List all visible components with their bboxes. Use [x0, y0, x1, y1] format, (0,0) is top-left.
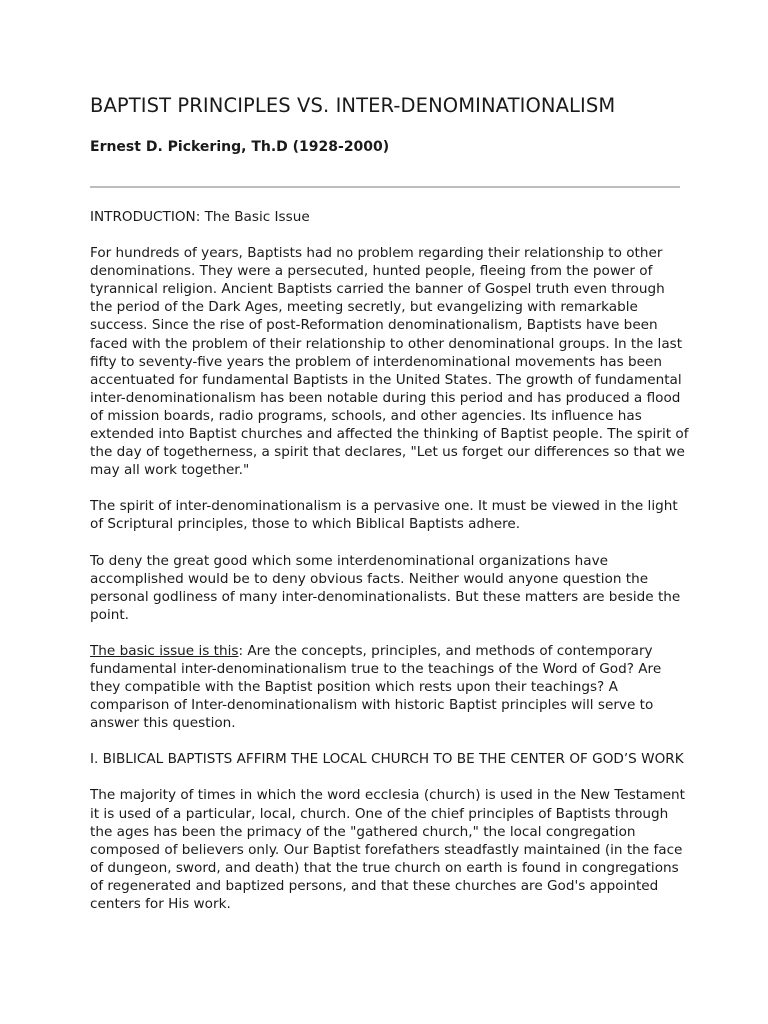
- section-paragraph: The majority of times in which the word ecclesia (church) is used in the New Testament it is used of a particular, local, church. One of the chief principles of Baptists through the ages has been the primacy of the "gathered church," the local congregation composed of believers only. Our Baptist forefathers steadfastly maintained (in the face of dungeon, sword, and death) that the true church on earth is found in congregations of regenerated and baptized persons, and that these churches are God's appointed centers for His work.: [90, 787, 685, 912]
- paragraph-3: To deny the great good which some interdenominational organizations have accomplished would be to deny obvious facts. Neither would anyone question the personal godliness of many inter-denominationalists. But these matters are beside the point.: [90, 552, 681, 623]
- author-line: Ernest D. Pickering, Th.D (1928-2000): [90, 139, 390, 155]
- section-heading: I. BIBLICAL BAPTISTS AFFIRM THE LOCAL CHURCH TO BE THE CENTER OF GOD’S WORK: [90, 751, 684, 768]
- basic-issue-paragraph: [90, 642, 690, 732]
- divider: [90, 186, 680, 188]
- basic-issue-label: The basic issue is this: [90, 642, 239, 659]
- paragraph-2: The spirit of inter-denominationalism is a pervasive one. It must be viewed in the light of Scriptural principles, those to which Biblical Baptists adhere.: [90, 498, 678, 533]
- basic-issue-text: : Are the concepts, principles, and methods of contemporary fundamental inter-denominationalism true to the teachings of the Word of God? Are they compatible with the Baptist position which rests upon their teachings? A comparison of Inter-denominationalism with historic Baptist principles will serve to answer this question.: [90, 642, 662, 732]
- document-title: BAPTIST PRINCIPLES VS. INTER-DENOMINATIONALISM: [90, 94, 616, 117]
- introduction-heading: INTRODUCTION: The Basic Issue: [90, 209, 310, 225]
- paragraph-1: For hundreds of years, Baptists had no problem regarding their relationship to other denominations. They were a persecuted, hunted people, fleeing from the power of tyrannical religion. Ancient Baptists carried the banner of Gospel truth even through the period of the Dark Ages, meeting secretly, but evangelizing with remarkable success. Since the rise of post-Reformation denominationalism, Baptists have been faced with the problem of their relationship to other denominational groups. In the last fifty to seventy-five years the problem of interdenominational movements has been accentuated for fundamental Baptists in the United States. The growth of fundamental inter-denominationalism has been notable during this period and has produced a flood of mission boards, radio programs, schools, and other agencies. Its influence has extended into Baptist churches and affected the thinking of Baptist people. The spirit of the day of togetherness, a spirit that declares, "Let us forget our differences so that we may all work together.": [90, 245, 689, 479]
- document-body: [90, 208, 690, 931]
